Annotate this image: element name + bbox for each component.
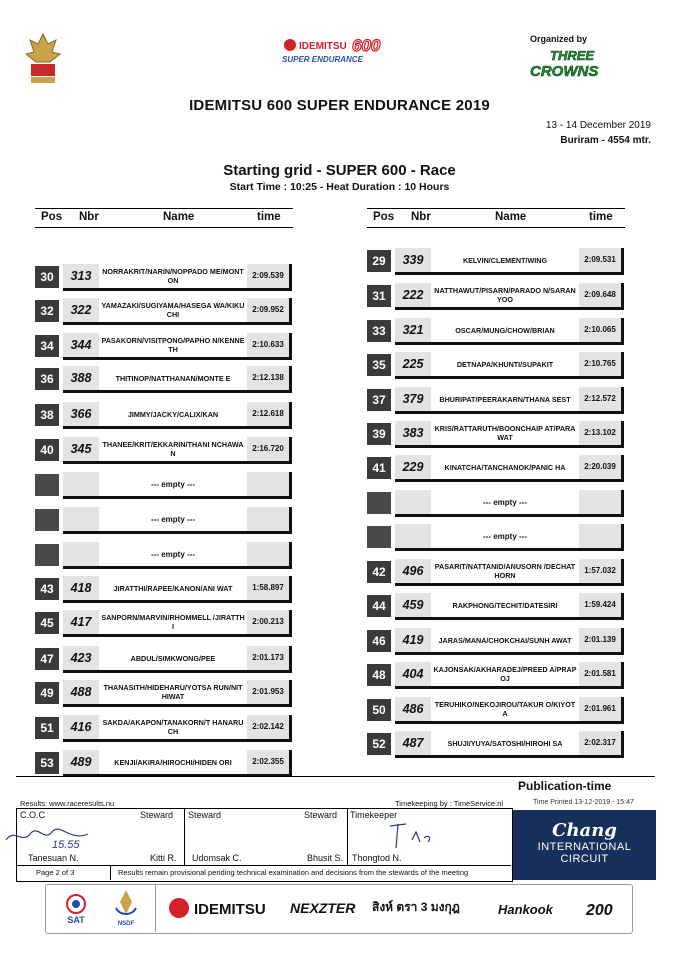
driver-names: ABDUL/SIMKWONG/PEE [99,646,247,670]
grid-entry [395,352,624,379]
event-date-venue [546,118,651,148]
grid-position [35,474,59,496]
right-column-header [367,208,625,228]
driver-names: KRIS/RATTARUTH/BOONCHAIP AT/PARAWAT [431,421,579,445]
results-url: Results: www.raceresults.nu [20,799,115,808]
200-text: 200 [586,902,613,919]
grid-position: 32 [35,300,59,322]
grid-entry [63,437,292,464]
lap-time: 2:02.142 [247,715,289,739]
page-number: Page 2 of 3 [36,868,75,877]
lap-time [247,507,289,531]
name-header: Name [495,211,527,223]
steward3-name: Bhusit S. [307,853,344,863]
lap-time: 2:01.961 [579,697,621,721]
car-number: 225 [395,352,431,376]
grid-row [35,404,293,426]
hankook-text: Hankook [498,902,553,917]
lap-time: 2:12.138 [247,366,289,390]
grid-position: 35 [367,354,391,376]
event-venue: Buriram - 4554 mtr. [560,135,651,146]
driver-names: NATTHAWUT/PISARN/PARADO N/SARANYOO [431,283,579,307]
grid-row [367,699,625,721]
time-header: time [589,211,613,223]
grid-entry [63,264,292,291]
driver-names: KELVIN/CLEMENT/WING [431,248,579,272]
grid-position: 47 [35,648,59,670]
grid-row [35,439,293,461]
grid-entry [395,697,624,724]
svg-text:CROWNS: CROWNS [530,63,599,80]
driver-names: --- empty --- [431,524,579,548]
car-number: 404 [395,662,431,686]
thai-crest-logo [22,32,64,88]
grid-row [35,752,293,774]
car-number: 488 [63,680,99,704]
driver-names: RAKPHONG/TECHIT/DATESIRI [431,593,579,617]
singha-logo: สิงห์ ตรา 3 มงกุฎ [372,900,460,914]
driver-names: --- empty --- [99,542,247,566]
event-title: IDEMITSU 600 SUPER ENDURANCE 2019 [189,97,490,114]
footer-top-rule [16,776,513,777]
hankook-logo [498,898,576,920]
steward2-label: Steward [188,810,222,820]
grid-position: 31 [367,285,391,307]
lap-time: 2:01.953 [247,680,289,704]
grid-row [367,595,625,617]
nexzter-text: NEXZTER [290,900,356,916]
grid-position [35,509,59,531]
lap-time: 2:01.581 [579,662,621,686]
grid-position: 43 [35,578,59,600]
grid-row [367,320,625,342]
grid-entry [395,731,624,758]
grid-row [367,389,625,411]
grid-position: 45 [35,612,59,634]
grid-entry [395,387,624,414]
driver-names: BHURIPAT/PEERAKARN/THANA SEST [431,387,579,411]
grid-entry [63,298,292,325]
sat-text: SAT [67,915,85,925]
timekeeper-signature [388,820,438,855]
nbr-header: Nbr [79,211,99,223]
grid-position: 38 [35,404,59,426]
grid-position: 41 [367,457,391,479]
driver-names: THANEE/KRIT/EKKARIN/THANI NCHAWAN [99,437,247,461]
car-number: 417 [63,610,99,634]
grid-row [35,474,293,496]
driver-names: PASARIT/NATTANID/ANUSORN /DECHATHORN [431,559,579,583]
grid-position: 51 [35,717,59,739]
lap-time: 1:59.424 [579,593,621,617]
svg-text:THREE: THREE [550,48,595,63]
car-number: 339 [395,248,431,272]
lap-time: 2:10.065 [579,318,621,342]
car-number: 388 [63,366,99,390]
lap-time: 2:02.355 [247,750,289,774]
grid-entry [395,490,624,517]
pos-header: Pos [41,211,63,223]
chang-wordmark: Chang [552,820,617,841]
table-row-rule [16,865,511,866]
grid-entry [395,455,624,482]
grid-position [367,526,391,548]
grid-row [367,664,625,686]
grid-row [35,544,293,566]
nsdf-text: NSDF [117,921,135,927]
200-logo [584,896,618,922]
car-number: 321 [395,318,431,342]
driver-names: THANASITH/HIDEHARU/YOTSA RUN/NITHIWAT [99,680,247,704]
driver-names: JIRATTHI/RAPEE/KANON/ANI WAT [99,576,247,600]
grid-row [367,526,625,548]
grid-position: 53 [35,752,59,774]
chang-circuit: CIRCUIT [560,853,609,865]
car-number: 487 [395,731,431,755]
grid-entry [63,542,292,569]
time-printed: Time Printed 13-12-2019 - 15:47 [533,799,634,806]
steward1-label: Steward [140,810,174,820]
grid-row [367,354,625,376]
car-number: 366 [63,402,99,426]
timekeeping-credit: Timekeeping by : TimeService.nl [395,799,504,808]
grid-position [367,492,391,514]
car-number [63,507,99,531]
driver-names: SAKDA/AKAPON/TANAKORN/T HANARUCH [99,715,247,739]
driver-names: NORRAKRIT/NARIN/NOPPADO ME/MONTON [99,264,247,288]
grid-position: 39 [367,423,391,445]
grid-row [35,578,293,600]
timekeeper-label: Timekeeper [350,810,398,820]
lap-time: 2:00.213 [247,610,289,634]
lap-time: 2:10.765 [579,352,621,376]
driver-names: --- empty --- [431,490,579,514]
chang-international: INTERNATIONAL [537,841,632,853]
grid-row [367,457,625,479]
driver-names: KAJONSAK/AKHARADEJ/PREED A/PRAPOJ [431,662,579,686]
grid-row [367,630,625,652]
sponsor-divider [155,884,156,932]
grid-entry [63,472,292,499]
lap-time: 1:57.032 [579,559,621,583]
driver-names: JIMMY/JACKY/CALIX/KAN [99,402,247,426]
grid-row [367,250,625,272]
lap-time: 2:09.648 [579,283,621,307]
grid-entry [63,646,292,673]
grid-row [35,266,293,288]
grid-position: 30 [35,266,59,288]
grid-row [35,335,293,357]
event-date: 13 - 14 December 2019 [545,120,651,131]
grid-row [35,648,293,670]
chang-circuit-logo [513,810,656,880]
grid-entry [63,333,292,360]
car-number: 222 [395,283,431,307]
grid-position: 40 [35,439,59,461]
grid-position: 42 [367,561,391,583]
car-number: 459 [395,593,431,617]
steward1-name: Kitti R. [150,853,177,863]
lap-time: 2:13.102 [579,421,621,445]
organized-by-label: Organized by [530,34,588,44]
steward2-name: Udomsak C. [192,853,242,863]
car-number: 419 [395,628,431,652]
grid-entry [395,559,624,586]
grid-position: 49 [35,682,59,704]
grid-entry [63,402,292,429]
right-grid-column [367,208,625,751]
grid-position: 37 [367,389,391,411]
grid-entry [395,283,624,310]
grid-row [367,423,625,445]
grid-entry [63,610,292,637]
grid-position: 34 [35,335,59,357]
grid-row [35,682,293,704]
car-number [395,490,431,514]
driver-names: TERUHIKO/NEKOJIROU/TAKUR O/KIYOTA [431,697,579,721]
grid-row [367,733,625,755]
grid-entry [395,662,624,689]
grid-position: 36 [35,368,59,390]
coc-label: C.O.C [20,810,46,820]
left-column-header [35,208,293,228]
provisional-note: Results remain provisional pending technical examination and decisions from the stewards of the meeting [118,868,469,877]
car-number: 418 [63,576,99,600]
sat-logo [58,890,94,926]
grid-entry [395,248,624,275]
lap-time: 2:12.618 [247,402,289,426]
handwritten-time: 15.55 [52,839,80,851]
lap-time: 1:58.897 [247,576,289,600]
grid-position: 50 [367,699,391,721]
car-number: 416 [63,715,99,739]
car-number: 322 [63,298,99,322]
grid-row [35,612,293,634]
grid-row [35,717,293,739]
time-header: time [257,211,281,223]
grid-title: Starting grid - SUPER 600 - Race [223,162,456,179]
driver-names: --- empty --- [99,507,247,531]
grid-row [367,285,625,307]
car-number [63,472,99,496]
lap-time [579,490,621,514]
idemitsu-600-logo [282,37,417,65]
svg-text:600: 600 [352,37,381,55]
car-number: 383 [395,421,431,445]
svg-text:IDEMITSU: IDEMITSU [299,41,347,52]
nsdf-logo [108,888,144,928]
table-divider [184,808,185,865]
lap-time: 2:02.317 [579,731,621,755]
driver-names: YAMAZAKI/SUGIYAMA/HASEGA WA/KIKUCHI [99,298,247,322]
car-number: 313 [63,264,99,288]
grid-entry [63,507,292,534]
timekeeper-name: Thongtod N. [352,853,402,863]
car-number: 229 [395,455,431,479]
car-number: 489 [63,750,99,774]
car-number [63,542,99,566]
driver-names: SHUJI/YUYA/SATOSHI/HIROHI SA [431,731,579,755]
car-number: 345 [63,437,99,461]
grid-entry [63,750,292,777]
grid-row [367,492,625,514]
driver-names: PASAKORN/VISITPONG/PAPHO N/KENNETH [99,333,247,357]
driver-names: THITINOP/NATTHANAN/MONTE E [99,366,247,390]
grid-entry [395,628,624,655]
driver-names: KINATCHA/TANCHANOK/PANIC HA [431,455,579,479]
grid-row [35,300,293,322]
lap-time: 2:09.539 [247,264,289,288]
lap-time: 2:20.039 [579,455,621,479]
grid-position: 52 [367,733,391,755]
idemitsu-sponsor-text: IDEMITSU [194,901,266,918]
grid-entry [63,680,292,707]
coc-name: Tanesuan N. [28,853,79,863]
nexzter-logo [290,896,360,920]
driver-names: DETNAPA/KHUNTI/SUPAKIT [431,352,579,376]
lap-time [579,524,621,548]
lap-time: 2:09.952 [247,298,289,322]
lap-time: 2:12.572 [579,387,621,411]
grid-row [367,561,625,583]
left-grid-column [35,208,293,770]
grid-entry [395,421,624,448]
grid-entry [63,576,292,603]
lap-time [247,472,289,496]
lap-time: 2:09.531 [579,248,621,272]
car-number: 496 [395,559,431,583]
lap-time: 2:01.173 [247,646,289,670]
lap-time [247,542,289,566]
grid-position: 46 [367,630,391,652]
grid-entry [63,715,292,742]
grid-position [35,544,59,566]
table-divider [347,808,348,865]
driver-names: SANPORN/MARVIN/RHOMMELL /JIRATTHI [99,610,247,634]
table-divider [110,865,111,880]
driver-names: KENJI/AKIRA/HIROCHI/HIDEN ORI [99,750,247,774]
grid-position: 44 [367,595,391,617]
car-number: 486 [395,697,431,721]
driver-names: JARAS/MANA/CHOKCHAI/SUNH AWAT [431,628,579,652]
grid-entry [395,524,624,551]
grid-position: 48 [367,664,391,686]
grid-row [35,368,293,390]
pos-header: Pos [373,211,395,223]
grid-entry [395,318,624,345]
svg-text:SUPER ENDURANCE: SUPER ENDURANCE [282,55,363,64]
grid-position: 29 [367,250,391,272]
three-crowns-logo [528,46,648,80]
nbr-header: Nbr [411,211,431,223]
publication-divider [513,776,655,777]
grid-entry [63,366,292,393]
steward3-label: Steward [304,810,338,820]
name-header: Name [163,211,195,223]
publication-time-label: Publication-time [518,779,612,793]
driver-names: OSCAR/MUNG/CHOW/BRIAN [431,318,579,342]
grid-entry [395,593,624,620]
car-number: 423 [63,646,99,670]
grid-row [35,509,293,531]
car-number [395,524,431,548]
car-number: 344 [63,333,99,357]
grid-subtitle: Start Time : 10:25 - Heat Duration : 10 Hours [229,181,450,193]
lap-time: 2:01.139 [579,628,621,652]
lap-time: 2:10.633 [247,333,289,357]
idemitsu-sponsor-logo [168,896,276,920]
lap-time: 2:16.720 [247,437,289,461]
coc-signature [4,826,94,850]
grid-position: 33 [367,320,391,342]
driver-names: --- empty --- [99,472,247,496]
car-number: 379 [395,387,431,411]
